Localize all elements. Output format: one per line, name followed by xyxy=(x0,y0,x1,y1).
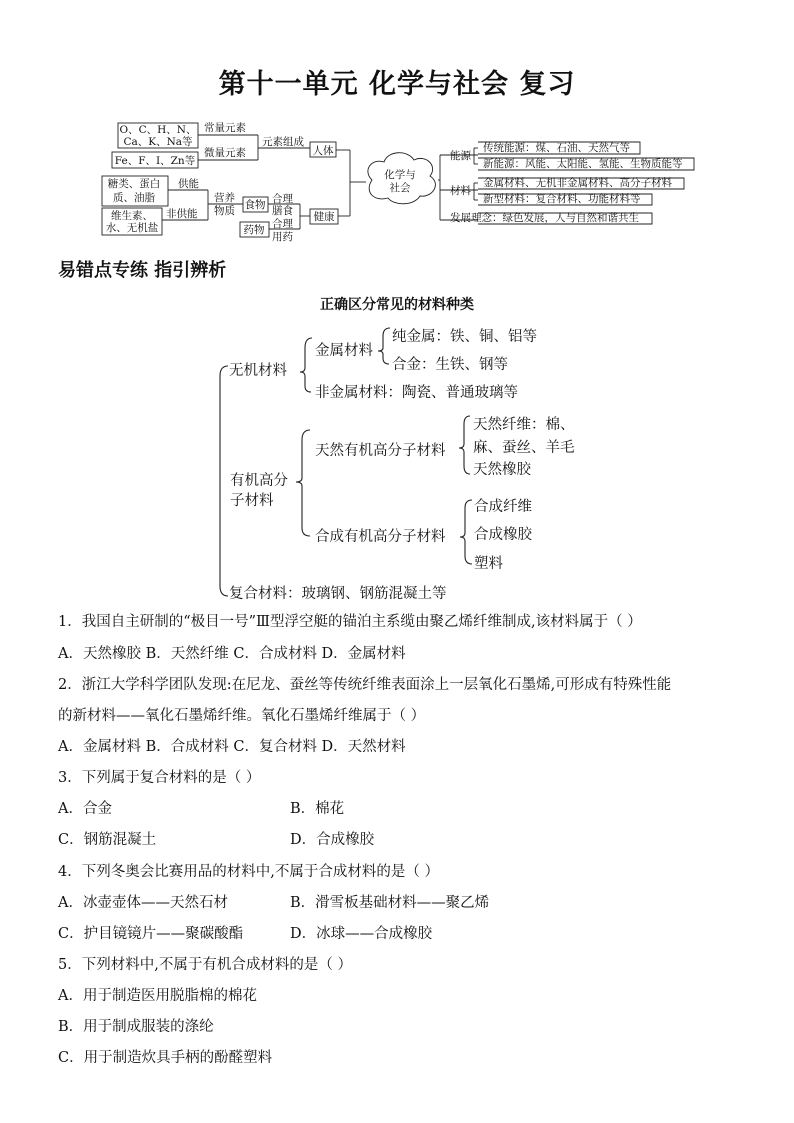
classification-title: 正确区分常见的材料种类 xyxy=(320,297,474,313)
node-drug: 药物 xyxy=(243,224,265,236)
major-elements-text-1: O、C、H、N、 xyxy=(119,124,197,136)
page-title: 第十一单元 化学与社会 复习 xyxy=(218,69,576,100)
natural-fiber-1: 天然纤维：棉、 xyxy=(473,417,575,433)
question-1: 1．我国自主研制的“极目一号”Ⅲ型浮空艇的锚泊主系缆由聚乙烯纤维制成,该材料属于（ ） xyxy=(58,614,642,630)
label-diet-1: 合理 xyxy=(272,193,293,205)
label-nutrients-2: 物质 xyxy=(214,205,235,217)
question-4-option-c: C．护目镜镜片——聚碳酸酯 xyxy=(58,926,244,942)
natural-rubber: 天然橡胶 xyxy=(473,462,531,478)
question-5: 5．下列材料中,不属于有机合成材料的是（ ） xyxy=(58,957,352,973)
question-2-line-1: 2．浙江大学科学团队发现:在尼龙、蚕丝等传统纤维表面涂上一层氧化石墨烯,可形成有特殊性能 xyxy=(58,677,672,693)
material-classification-tree xyxy=(0,318,794,608)
question-3-option-b: B．棉花 xyxy=(290,801,345,817)
development: 发展理念：绿色发展，人与自然和谐共生 xyxy=(450,212,639,224)
nonmetal-materials: 非金属材料：陶瓷、普通玻璃等 xyxy=(315,385,518,401)
node-health: 健康 xyxy=(313,211,335,223)
synthetic-rubber: 合成橡胶 xyxy=(474,527,532,543)
energy-nutrients-text-2: 质、油脂 xyxy=(113,192,155,204)
center-text-1: 化学与 xyxy=(384,169,416,181)
energy-new: 新能源：风能、太阳能、氢能、生物质能等 xyxy=(483,158,683,170)
question-5-option-b: B．用于制成服装的涤纶 xyxy=(58,1019,214,1035)
natural-polymer: 天然有机高分子材料 xyxy=(315,443,446,459)
label-medication-2: 用药 xyxy=(272,231,293,243)
label-energy: 供能 xyxy=(178,178,199,190)
question-3: 3．下列属于复合材料的是（ ） xyxy=(58,770,261,786)
section-heading: 易错点专练 指引辨析 xyxy=(58,260,227,281)
question-3-option-c: C．钢筋混凝土 xyxy=(58,832,157,848)
composite-materials: 复合材料：玻璃钢、钢筋混凝土等 xyxy=(229,586,447,602)
materials-a: 金属材料、无机非金属材料、高分子材料 xyxy=(483,177,672,189)
non-energy-text-1: 维生素、 xyxy=(111,210,153,222)
concept-map xyxy=(0,110,794,246)
question-4-option-b: B．滑雪板基础材料——聚乙烯 xyxy=(290,895,490,911)
synthetic-polymer: 合成有机高分子材料 xyxy=(315,529,446,545)
label-non-energy: 非供能 xyxy=(166,208,198,220)
pure-metal: 纯金属：铁、铜、铝等 xyxy=(392,329,537,345)
branch-materials: 材料 xyxy=(450,185,471,197)
major-elements-text-2: Ca、K、Na等 xyxy=(123,136,193,148)
organic-polymer-1: 有机高分 xyxy=(230,473,288,489)
question-4-option-a: A．冰壶壶体——天然石材 xyxy=(58,895,228,911)
non-energy-text-2: 水、无机盐 xyxy=(105,222,159,234)
node-body: 人体 xyxy=(312,145,334,157)
label-medication-1: 合理 xyxy=(272,218,293,230)
question-3-option-a: A．合金 xyxy=(58,801,112,817)
label-major: 常量元素 xyxy=(204,122,246,134)
trace-elements-text: Fe、F、I、Zn等 xyxy=(114,155,196,167)
organic-polymer-2: 子材料 xyxy=(230,493,274,509)
center-text-2: 社会 xyxy=(389,182,411,194)
metal-materials: 金属材料 xyxy=(315,343,373,359)
question-5-option-c: C．用于制造炊具手柄的酚醛塑料 xyxy=(58,1050,273,1066)
question-5-option-a: A．用于制造医用脱脂棉的棉花 xyxy=(58,988,257,1004)
label-diet-2: 膳食 xyxy=(272,205,293,217)
energy-nutrients-text-1: 糖类、蛋白 xyxy=(107,178,161,190)
branch-energy: 能源 xyxy=(450,150,471,162)
alloy: 合金：生铁、钢等 xyxy=(392,357,508,373)
inorganic-materials: 无机材料 xyxy=(229,363,287,379)
plastic: 塑料 xyxy=(474,556,503,572)
question-4-option-d: D．冰球——合成橡胶 xyxy=(290,926,433,942)
question-3-option-d: D．合成橡胶 xyxy=(290,832,375,848)
energy-traditional: 传统能源：煤、石油、天然气等 xyxy=(483,142,630,154)
label-trace: 微量元素 xyxy=(204,147,246,159)
natural-fiber-2: 麻、蚕丝、羊毛 xyxy=(473,440,575,456)
question-2-line-2: 的新材料——氧化石墨烯纤维。氧化石墨烯纤维属于（ ） xyxy=(58,708,426,724)
synthetic-fiber: 合成纤维 xyxy=(474,499,532,515)
label-nutrients-1: 营养 xyxy=(214,192,235,204)
label-composition: 元素组成 xyxy=(262,136,304,148)
question-4: 4．下列冬奥会比赛用品的材料中,不属于合成材料的是（ ） xyxy=(58,864,439,880)
materials-b: 新型材料：复合材料、功能材料等 xyxy=(483,193,641,205)
question-1-options: A．天然橡胶 B．天然纤维 C．合成材料 D．金属材料 xyxy=(58,646,406,662)
question-2-options: A．金属材料 B．合成材料 C．复合材料 D．天然材料 xyxy=(58,739,406,755)
node-food: 食物 xyxy=(244,199,266,211)
